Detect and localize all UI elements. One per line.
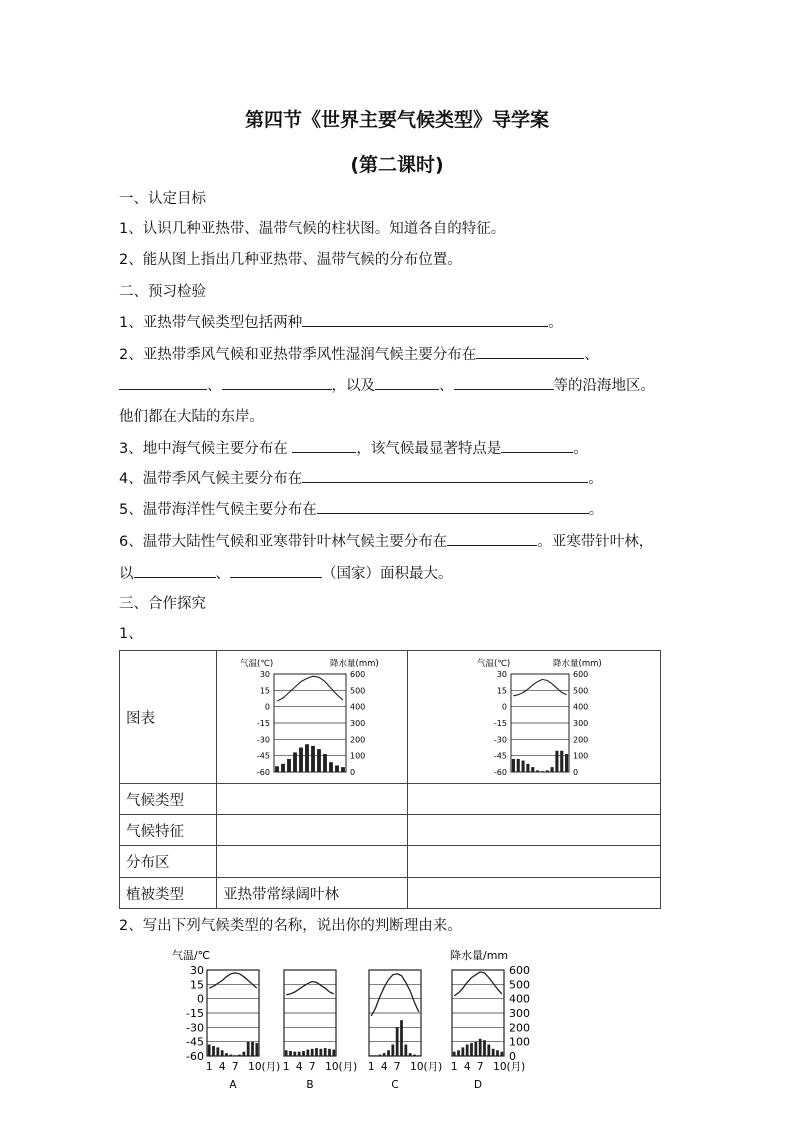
precip-tick-label: 600: [350, 670, 366, 679]
precip-bar: [492, 1049, 495, 1056]
question-1: [119, 311, 563, 332]
q4-end: 。: [588, 471, 603, 487]
question-5: [119, 498, 603, 519]
page-subtitle: (第二课时): [350, 154, 444, 176]
q5-blank[interactable]: [317, 498, 589, 514]
row-label-chart: 图表: [120, 651, 217, 784]
precip-bar: [275, 766, 279, 772]
temp-axis-label: 气温/℃: [172, 949, 211, 962]
month-tick-label: 4: [463, 1061, 471, 1073]
q2-mid: ，以及: [331, 378, 375, 394]
precip-bar: [285, 1050, 288, 1056]
precip-axis-label: 降水量/mm: [450, 949, 509, 962]
question-2-line2: [119, 374, 655, 395]
precip-bar: [341, 767, 345, 772]
q6-blank-3[interactable]: [230, 562, 322, 578]
question-4: [119, 467, 603, 488]
precip-tick-label: 600: [573, 670, 589, 679]
temp-tick-label: 0: [501, 702, 507, 712]
precip-bar: [324, 1048, 327, 1056]
precip-bar: [287, 759, 291, 772]
precip-bar: [370, 1055, 373, 1056]
precip-tick-label: 400: [509, 992, 530, 1006]
precip-tick-label: 100: [350, 751, 366, 761]
precip-bar: [315, 1048, 318, 1056]
month-tick-label: 10(月): [248, 1061, 281, 1073]
precip-bar: [208, 1045, 211, 1056]
month-tick-label: 10(月): [493, 1061, 526, 1073]
precip-bar: [234, 1055, 237, 1056]
table-row: [120, 846, 661, 878]
q6-line2-end: （国家）面积最大。: [322, 566, 453, 582]
q6-mid: 。亚寒带针叶林，: [537, 534, 654, 550]
month-tick-label: 4: [295, 1061, 303, 1073]
row-label-climate-features: 气候特征: [120, 815, 217, 846]
temp-tick-label: -30: [493, 735, 507, 745]
answer-cell[interactable]: [217, 815, 408, 846]
temperature-line: [209, 973, 257, 988]
q2-sep-1: 、: [584, 347, 599, 363]
q1-end: 。: [548, 315, 563, 331]
temp-tick-label: 15: [496, 686, 507, 696]
precip-bar: [319, 1049, 322, 1056]
precip-bar: [531, 767, 534, 772]
q6-blank-1[interactable]: [447, 530, 537, 546]
precip-bar: [238, 1055, 241, 1056]
precip-bar: [522, 761, 525, 772]
precip-bar: [328, 1049, 331, 1056]
table-row: [120, 815, 661, 846]
precip-bar: [311, 1049, 314, 1056]
month-tick-label: 7: [393, 1061, 401, 1073]
chart-letter-label: C: [391, 1079, 399, 1091]
precip-bar: [212, 1046, 215, 1056]
precip-bar: [470, 1043, 473, 1056]
precip-bar: [409, 1053, 412, 1056]
precip-tick-label: 400: [350, 702, 366, 712]
precip-tick-label: 500: [573, 686, 589, 696]
q2-end: 等的沿海地区。: [553, 378, 655, 394]
answer-cell[interactable]: [408, 846, 661, 878]
precip-bar: [565, 754, 568, 772]
precip-tick-label: 300: [509, 1007, 530, 1020]
precip-bar: [560, 751, 563, 772]
precip-tick-label: 600: [509, 964, 530, 977]
q6-line2-start: 以: [119, 566, 134, 582]
precip-tick-label: 300: [573, 719, 589, 728]
temperature-line: [513, 679, 566, 695]
q6-blank-2[interactable]: [134, 562, 216, 578]
temp-tick-label: -60: [493, 768, 507, 777]
precip-bar: [466, 1045, 469, 1056]
temperature-line: [277, 676, 343, 701]
q1-blank[interactable]: [302, 311, 548, 327]
section3-heading: 三、合作探究: [119, 596, 206, 612]
temp-tick-label: -60: [186, 1050, 204, 1063]
temp-tick-label: -15: [186, 1007, 204, 1020]
month-tick-label: 10(月): [410, 1061, 443, 1073]
precip-tick-label: 200: [509, 1021, 530, 1035]
precip-bar: [299, 748, 303, 773]
q3-end: 。: [573, 441, 588, 457]
temp-tick-label: -15: [256, 719, 270, 728]
precip-bar: [551, 767, 554, 772]
page-title: 第四节《世界主要气候类型》导学案: [244, 109, 549, 131]
temp-axis-label: 气温(℃): [240, 659, 274, 669]
precip-tick-label: 400: [573, 702, 589, 712]
precip-bar: [335, 765, 339, 772]
precip-bar: [323, 754, 327, 772]
temperature-line: [371, 974, 419, 1016]
precip-bar: [457, 1050, 460, 1056]
precip-tick-label: 200: [573, 735, 589, 745]
precip-bar: [378, 1055, 381, 1056]
table-row: [120, 878, 661, 909]
q5-end: 。: [588, 502, 604, 518]
temp-tick-label: 30: [496, 670, 507, 679]
precip-bar: [221, 1050, 224, 1056]
chart-letter-label: A: [229, 1079, 237, 1091]
temp-tick-label: -30: [186, 1021, 204, 1035]
temp-tick-label: -60: [256, 768, 270, 777]
table-row-chart: [120, 651, 661, 784]
question-6: [119, 530, 653, 551]
precip-bar: [479, 1039, 482, 1056]
answer-cell[interactable]: [217, 846, 408, 878]
month-tick-label: 1: [205, 1061, 213, 1073]
precip-bar: [541, 771, 544, 772]
row-label-climate-type: 气候类型: [120, 784, 217, 815]
climate-charts-abcd: [170, 945, 550, 1095]
precip-bar: [404, 1045, 407, 1056]
temp-tick-label: 0: [264, 702, 270, 712]
precip-tick-label: 200: [350, 735, 366, 745]
month-tick-label: 4: [380, 1061, 388, 1073]
precip-bar: [225, 1053, 228, 1056]
precip-bar: [417, 1055, 420, 1056]
answer-cell[interactable]: [408, 878, 661, 909]
month-tick-label: 1: [367, 1061, 375, 1073]
question-2-tail: 他们都在大陆的东岸。: [119, 409, 264, 425]
temp-tick-label: -45: [493, 751, 507, 761]
month-tick-label: 1: [282, 1061, 290, 1073]
precip-bar: [536, 770, 539, 772]
climate-table: [119, 650, 661, 909]
precip-bar: [391, 1045, 394, 1056]
temp-tick-label: 0: [197, 992, 204, 1006]
precip-bar: [289, 1051, 292, 1056]
question-2: [119, 343, 599, 364]
precip-bar: [526, 764, 529, 772]
precip-tick-label: 100: [509, 1035, 530, 1049]
table-cell-chart-1: [217, 651, 408, 784]
q6-text: 6、温带大陆性气候和亚寒带针叶林气候主要分布在: [119, 534, 448, 550]
answer-cell[interactable]: [217, 784, 408, 815]
section2-heading: 二、预习检验: [119, 284, 206, 300]
q2-blank-2[interactable]: [119, 374, 207, 390]
precip-bar: [474, 1042, 477, 1056]
chart-letter-label: D: [473, 1079, 483, 1091]
precip-tick-label: 0: [509, 1050, 516, 1063]
precip-bar: [487, 1045, 490, 1056]
month-tick-label: 7: [476, 1061, 484, 1073]
precip-bar: [461, 1047, 464, 1056]
precip-bar: [500, 1052, 503, 1056]
precip-bar: [453, 1052, 456, 1056]
precip-bar: [396, 1027, 399, 1056]
precip-bar: [281, 764, 285, 772]
precip-bar: [306, 1050, 309, 1056]
precip-bar: [517, 759, 520, 772]
q3-blank-2[interactable]: [501, 437, 573, 453]
precip-tick-label: 500: [509, 978, 530, 992]
chart-letter-label: B: [306, 1079, 314, 1091]
precip-bar: [400, 1020, 403, 1056]
precip-bar: [229, 1055, 232, 1056]
precip-bar: [332, 1050, 335, 1056]
q4-text: 4、温带季风气候主要分布在: [119, 471, 303, 487]
precip-tick-label: 0: [573, 768, 579, 777]
temp-tick-label: 30: [190, 964, 204, 977]
precip-bar: [383, 1053, 386, 1056]
precip-bar: [555, 751, 558, 772]
precip-bar: [317, 749, 321, 772]
goal-item-1: 1、认识几种亚热带、温带气候的柱状图。知道各自的特征。: [119, 221, 506, 237]
q4-blank[interactable]: [302, 467, 588, 483]
temp-tick-label: -45: [186, 1035, 204, 1049]
temp-tick-label: 15: [259, 686, 270, 696]
q5-text: 5、温带海洋性气候主要分布在: [119, 502, 317, 518]
precip-bar: [305, 744, 309, 772]
precip-bar: [251, 1042, 254, 1056]
section1-heading: 一、认定目标: [119, 191, 206, 207]
temp-axis-label: 气温(℃): [477, 659, 511, 669]
q2-blank-1[interactable]: [476, 343, 584, 359]
month-tick-label: 10(月): [325, 1061, 358, 1073]
temp-tick-label: -30: [256, 735, 270, 745]
precip-bar: [293, 1052, 296, 1056]
precip-axis-label: 降水量(mm): [553, 659, 602, 669]
q2-text: 2、亚热带季风气候和亚热带季风性湿润气候主要分布在: [119, 347, 477, 363]
temp-tick-label: 15: [190, 978, 204, 992]
month-tick-label: 7: [308, 1061, 316, 1073]
month-tick-label: 1: [450, 1061, 458, 1073]
question-3: [119, 437, 588, 458]
precip-bar: [496, 1050, 499, 1056]
temp-tick-label: -15: [493, 719, 507, 728]
q3-mid: ，该气候最显著特点是: [356, 441, 502, 457]
precip-bar: [293, 752, 297, 772]
month-tick-label: 7: [231, 1061, 239, 1073]
table-cell-chart-2: [408, 651, 661, 784]
precip-bar: [255, 1043, 258, 1056]
table-row: [120, 784, 661, 815]
precip-bar: [387, 1050, 390, 1056]
precip-bar: [413, 1055, 416, 1056]
precip-bar: [247, 1042, 250, 1056]
precip-bar: [546, 770, 549, 772]
section3-q2-label: 2、写出下列气候类型的名称，说出你的判断理由来。: [119, 918, 462, 934]
precip-tick-label: 100: [573, 751, 589, 761]
precip-bar: [216, 1047, 219, 1056]
climate-chart-1: [217, 651, 407, 779]
goal-item-2: 2、能从图上指出几种亚热带、温带气候的分布位置。: [119, 252, 462, 268]
precip-tick-label: 0: [350, 768, 356, 777]
temperature-line: [454, 972, 502, 996]
climate-chart-2: [408, 651, 660, 779]
q2-sep-3: 、: [439, 378, 454, 394]
q6-sep: 、: [215, 566, 230, 582]
precip-bar: [298, 1052, 301, 1056]
question-6-line2: [119, 562, 453, 583]
precip-tick-label: 500: [350, 686, 366, 696]
temp-tick-label: 30: [259, 670, 270, 679]
answer-cell[interactable]: [408, 784, 661, 815]
q2-blank-3[interactable]: [222, 374, 332, 390]
precip-bar: [329, 762, 333, 772]
temp-tick-label: -45: [256, 751, 270, 761]
q3-text: 3、地中海气候主要分布在: [119, 441, 288, 457]
q2-blank-5[interactable]: [454, 374, 554, 390]
row-label-distribution: 分布区: [120, 846, 217, 878]
precip-bar: [242, 1052, 245, 1056]
temperature-line: [286, 982, 334, 995]
month-tick-label: 4: [218, 1061, 226, 1073]
precip-bar: [311, 746, 315, 772]
q2-blank-4[interactable]: [375, 374, 439, 390]
q1-text: 1、亚热带气候类型包括两种: [119, 315, 303, 331]
precip-bar: [512, 759, 515, 772]
q2-sep-2: 、: [207, 378, 222, 394]
answer-cell[interactable]: [408, 815, 661, 846]
vegetation-cell-1: 亚热带常绿阔叶林: [217, 878, 408, 909]
section3-q1-label: 1、: [119, 626, 143, 642]
precip-bar: [374, 1055, 377, 1056]
q3-blank-1[interactable]: [292, 437, 356, 453]
precip-bar: [302, 1051, 305, 1056]
precip-bar: [483, 1040, 486, 1056]
precip-axis-label: 降水量(mm): [330, 659, 379, 669]
row-label-vegetation: 植被类型: [120, 878, 217, 909]
precip-tick-label: 300: [350, 719, 366, 728]
